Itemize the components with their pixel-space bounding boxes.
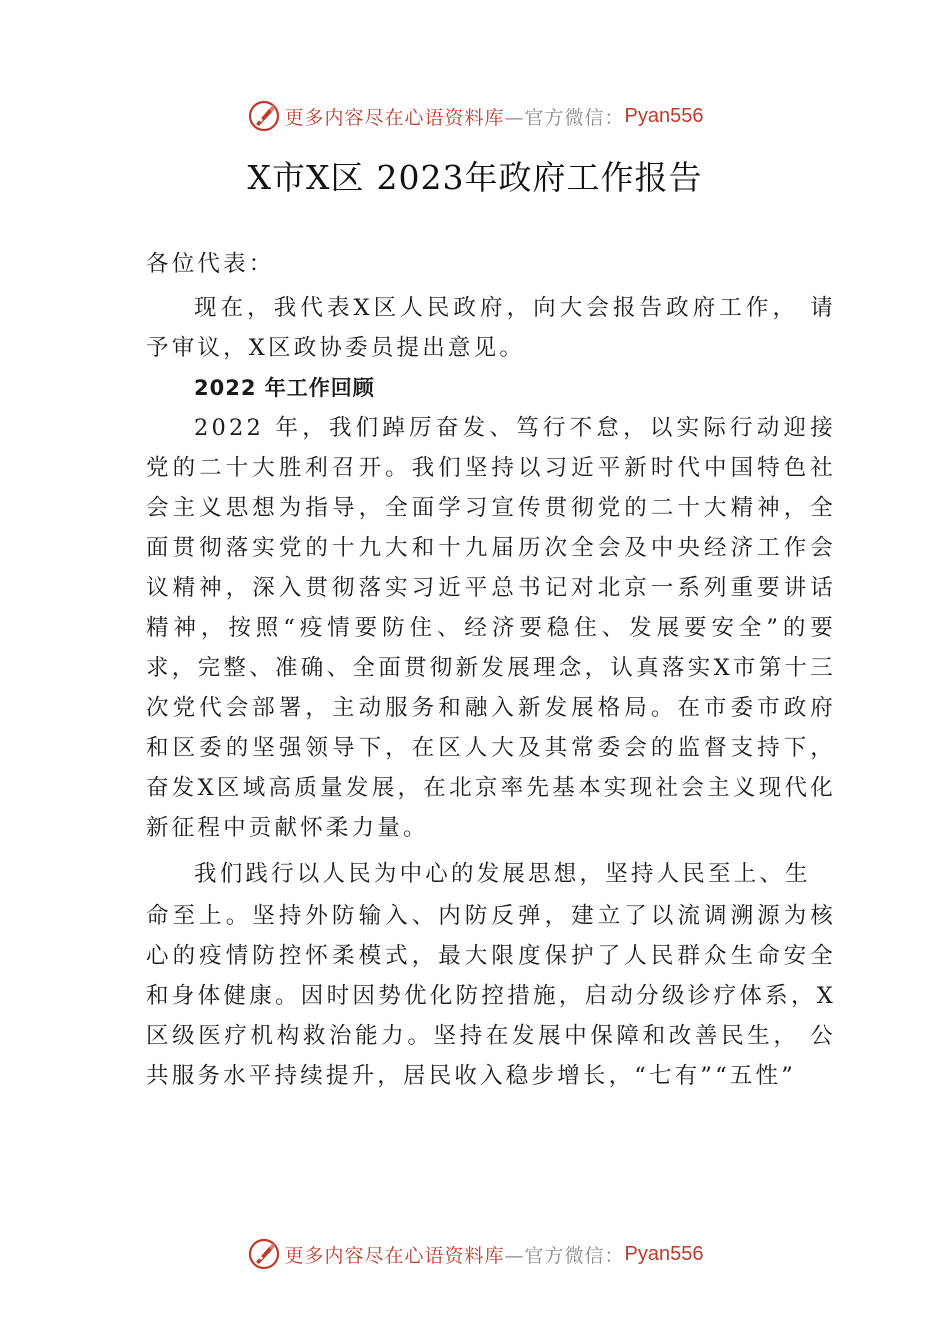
watermark-separator: —官方微信： — [504, 106, 625, 129]
title-rest: 2023年政府工作报告 — [376, 158, 703, 197]
body-paragraph-2-first-line: 我们践行以人民为中心的发展思想，坚持人民至上、生 — [194, 861, 811, 887]
watermark-text: 更多内容尽在心语资料库 — [284, 1244, 505, 1267]
body-paragraph-2-continued: 命至上。坚持外防输入、内防反弹，建立了以流调溯源为核心的疫情防控怀柔模式，最大限度保护了人民群众生命安全和身体健康。因时因势优化防控措施，启动分级诊疗体系，X区级医疗机构救治能力。坚持在发展中保障和改善民生， 公共服务水平持续提升，居民收入稳步增长，“七有”“五性” — [146, 903, 836, 1089]
watermark-wechat-id: Pyan556 — [624, 104, 704, 127]
watermark-header — [0, 96, 950, 136]
watermark-text: 更多内容尽在心语资料库 — [284, 106, 505, 129]
watermark-wechat-id: Pyan556 — [624, 1242, 704, 1265]
section-heading: 2022 年工作回顾 — [194, 376, 375, 400]
pen-nib-seal-icon — [247, 1237, 281, 1271]
intro-paragraph: 现在，我代表X区人民政府，向大会报告政府工作， 请予审议，X区政协委员提出意见。 — [146, 295, 836, 361]
pen-nib-seal-icon — [247, 99, 281, 133]
title-lead: X市X区 — [247, 158, 365, 197]
watermark-footer — [0, 1234, 950, 1274]
document-body — [146, 244, 836, 1096]
body-paragraph-1: 2022 年，我们踔厉奋发、笃行不怠，以实际行动迎接党的二十大胜利召开。我们坚持以习近平新时代中国特色社会主义思想为指导，全面学习宣传贯彻党的二十大精神，全面贯彻落实党的十九大和十九届历次全会及中央经济工作会议精神，深入贯彻落实习近平总书记对北京一系列重要讲话精神，按照“疫情要防住、经济要稳住、发展要安全”的要求，完整、准确、全面贯彻新发展理念，认真落实X市第十三次党代会部署，主动服务和融入新发展格局。在市委市政府和区委的坚强领导下，在区人大及其常委会的监督支持下，奋发X区域高质量发展，在北京率先基本实现社会主义现代化新征程中贡献怀柔力量。 — [146, 415, 836, 841]
watermark-separator: —官方微信： — [504, 1244, 625, 1267]
salutation: 各位代表： — [146, 251, 275, 277]
document-title — [0, 152, 950, 199]
